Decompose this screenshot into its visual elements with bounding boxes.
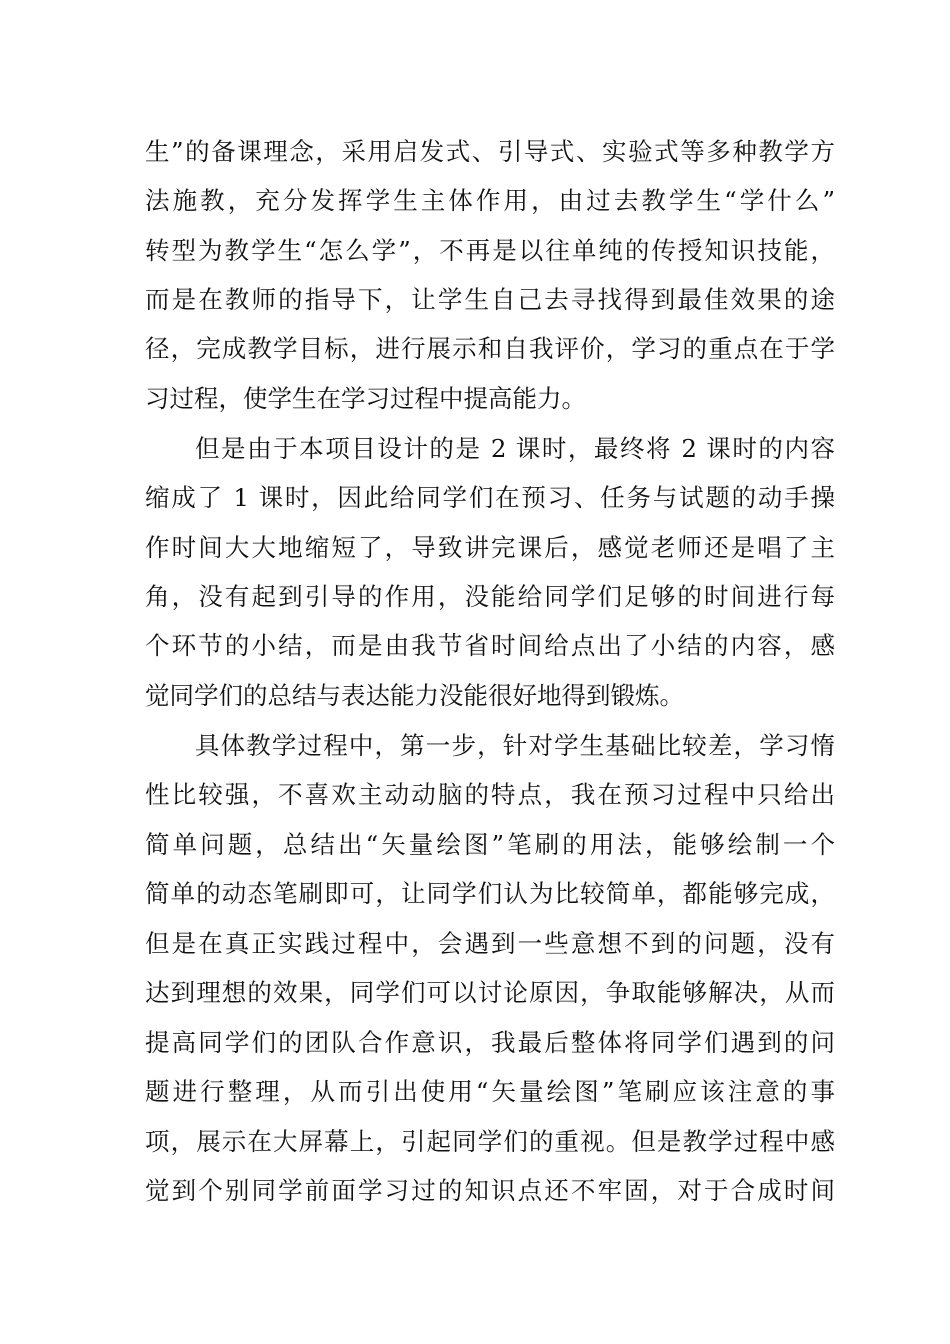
paragraph-3-line-10: 觉到个别同学前面学习过的知识点还不牢固，对于合成时间 bbox=[145, 1176, 835, 1205]
paragraph-3-line-6: 达到理想的效果，同学们可以讨论原因，争取能够解决，从而 bbox=[145, 978, 835, 1007]
paragraph-1-line-4: 而是在教师的指导下，让学生自己去寻找得到最佳效果的途 bbox=[145, 285, 835, 314]
paragraph-3-line-1: 具体教学过程中，第一步，针对学生基础比较差，学习惰 bbox=[195, 731, 835, 760]
paragraph-1-line-3: 转型为教学生“怎么学”，不再是以往单纯的传授知识技能， bbox=[145, 236, 835, 265]
paragraph-3-line-5: 但是在真正实践过程中，会遇到一些意想不到的问题，没有 bbox=[145, 929, 835, 958]
paragraph-1-line-2: 法施教，充分发挥学生主体作用，由过去教学生“学什么” bbox=[145, 186, 835, 215]
paragraph-2-line-2: 缩成了 1 课时，因此给同学们在预习、任务与试题的动手操 bbox=[145, 483, 835, 512]
paragraph-3-line-7: 提高同学们的团队合作意识，我最后整体将同学们遇到的问 bbox=[145, 1028, 835, 1057]
paragraph-3-line-8: 题进行整理，从而引出使用“矢量绘图”笔刷应该注意的事 bbox=[145, 1077, 835, 1106]
paragraph-2-line-3: 作时间大大地缩短了，导致讲完课后，感觉老师还是唱了主 bbox=[145, 533, 835, 562]
paragraph-3-line-4: 简单的动态笔刷即可，让同学们认为比较简单，都能够完成， bbox=[145, 879, 835, 908]
paragraph-1-line-1: 生”的备课理念，采用启发式、引导式、实验式等多种教学方 bbox=[145, 137, 835, 166]
paragraph-2-line-5: 个环节的小结，而是由我节省时间给点出了小结的内容，感 bbox=[145, 631, 835, 660]
paragraph-3-line-9: 项，展示在大屏幕上，引起同学们的重视。但是教学过程中感 bbox=[145, 1127, 835, 1156]
paragraph-2-line-6: 觉同学们的总结与表达能力没能很好地得到锻炼。 bbox=[145, 681, 684, 710]
paragraph-3-line-3: 简单问题，总结出“矢量绘图”笔刷的用法，能够绘制一个 bbox=[145, 830, 835, 859]
paragraph-3-line-2: 性比较强，不喜欢主动动脑的特点，我在预习过程中只给出 bbox=[145, 780, 835, 809]
paragraph-2-line-4: 角，没有起到引导的作用，没能给同学们足够的时间进行每 bbox=[145, 582, 835, 611]
paragraph-1-line-5: 径，完成教学目标，进行展示和自我评价，学习的重点在于学 bbox=[145, 334, 835, 363]
paragraph-2-line-1: 但是由于本项目设计的是 2 课时，最终将 2 课时的内容 bbox=[195, 434, 835, 463]
paragraph-1-line-6: 习过程，使学生在学习过程中提高能力。 bbox=[145, 384, 586, 413]
